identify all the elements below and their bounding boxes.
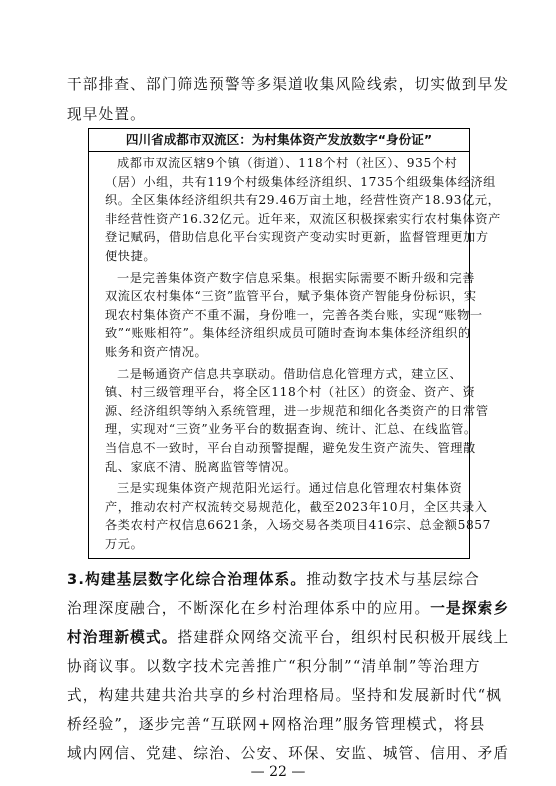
section-subheading: 村治理新模式。 [67, 628, 178, 646]
section-line-2 [67, 594, 509, 624]
section-line-1 [67, 565, 480, 595]
box-line: 镇、村三级管理平台，将全区118个村（社区）的资金、资产、资 [105, 385, 476, 400]
box-line: 织。全区集体经济组织共有29.46万亩土地，经营性资产18.93亿元， [105, 193, 501, 208]
section-subheading: 一是探索乡 [430, 599, 510, 617]
body-line: 现早处置。 [67, 106, 146, 123]
box-line: 账务和资产情况。 [105, 345, 208, 359]
box-line: 乱、家底不清、脱离监管等情况。 [105, 459, 297, 474]
box-line: 当信息不一致时，平台自动预警提醒，避免发生资产流失、管理散 [105, 441, 476, 455]
box-line: 登记赋码，借助信息化平台实现资产变动实时更新，监督管理更加方 [105, 230, 489, 245]
body-line: 协商议事。以数字技术完善推广“积分制”“清单制”等治理方 [67, 657, 481, 675]
box-line: 一是完善集体资产数字信息采集。根据实际需要不断升级和完善 [117, 270, 476, 285]
box-line: 二是畅通资产信息共享联动。借助信息化管理方式，建立区、 [117, 366, 463, 381]
section-text: 治理深度融合，不断深化在乡村治理体系中的应用。 [67, 599, 431, 617]
body-line: 干部排查、部门筛选预警等多渠道收集风险线索，切实做到早发 [67, 76, 510, 93]
box-line: 万元。 [105, 537, 144, 551]
page-number: — 22 — [250, 764, 306, 780]
body-line: 桥经验”，逐步完善“互联网+网格治理”服务管理模式，将县 [67, 715, 486, 733]
body-line: 域内网信、党建、综治、公安、环保、安监、城管、信用、矛盾 [67, 744, 510, 762]
case-box [88, 128, 501, 559]
case-box-title: 四川省成都市双流区：为村集体资产发放数字“身份证” [89, 129, 469, 152]
box-line: 致”“账账相符”。集体经济组织成员可随时查询本集体经济组织的 [105, 326, 471, 341]
box-line: 非经营性资产16.32亿元。近年来，双流区积极探索实行农村集体资产 [105, 211, 501, 226]
section-text: 搭建群众网络交流平台，组织村民积极开展线上 [177, 628, 510, 646]
box-line: （居）小组，共有119个村级集体经济组织、1735个组级集体经济组 [105, 174, 496, 189]
box-line: 源、经济组织等纳入系统管理，进一步规范和细化各类资产的日常管 [105, 403, 489, 418]
body-line: 式，构建共建共治共享的乡村治理格局。坚持和发展新时代“枫 [67, 686, 503, 704]
section-text: 推动数字技术与基层综合 [306, 570, 480, 588]
box-line: 双流区农村集体“三资”监管平台，赋予集体资产智能身份标识，实 [105, 289, 477, 304]
box-line: 三是实现集体资产规范阳光运行。通过信息化管理农村集体资 [117, 481, 463, 496]
box-line: 产，推动农村产权流转交易规范化，截至2023年10月，全区共录入 [105, 499, 488, 514]
box-line: 现农村集体资产不重不漏，身份唯一，完善各类台账，实现“账物一 [105, 307, 483, 322]
box-line: 成都市双流区辖9个镇（街道）、118个村（社区）、935个村 [117, 156, 458, 170]
box-line: 理，实现对“三资”业务平台的数据查询、统计、汇总、在线监管。 [105, 422, 477, 437]
section-heading: 3.构建基层数字化综合治理体系。 [67, 570, 307, 588]
box-line: 便快捷。 [105, 249, 157, 263]
box-line: 各类农村产权信息6621条，入场交易各类项目416宗、总金额5857 [105, 518, 492, 533]
section-line-3 [67, 623, 509, 653]
